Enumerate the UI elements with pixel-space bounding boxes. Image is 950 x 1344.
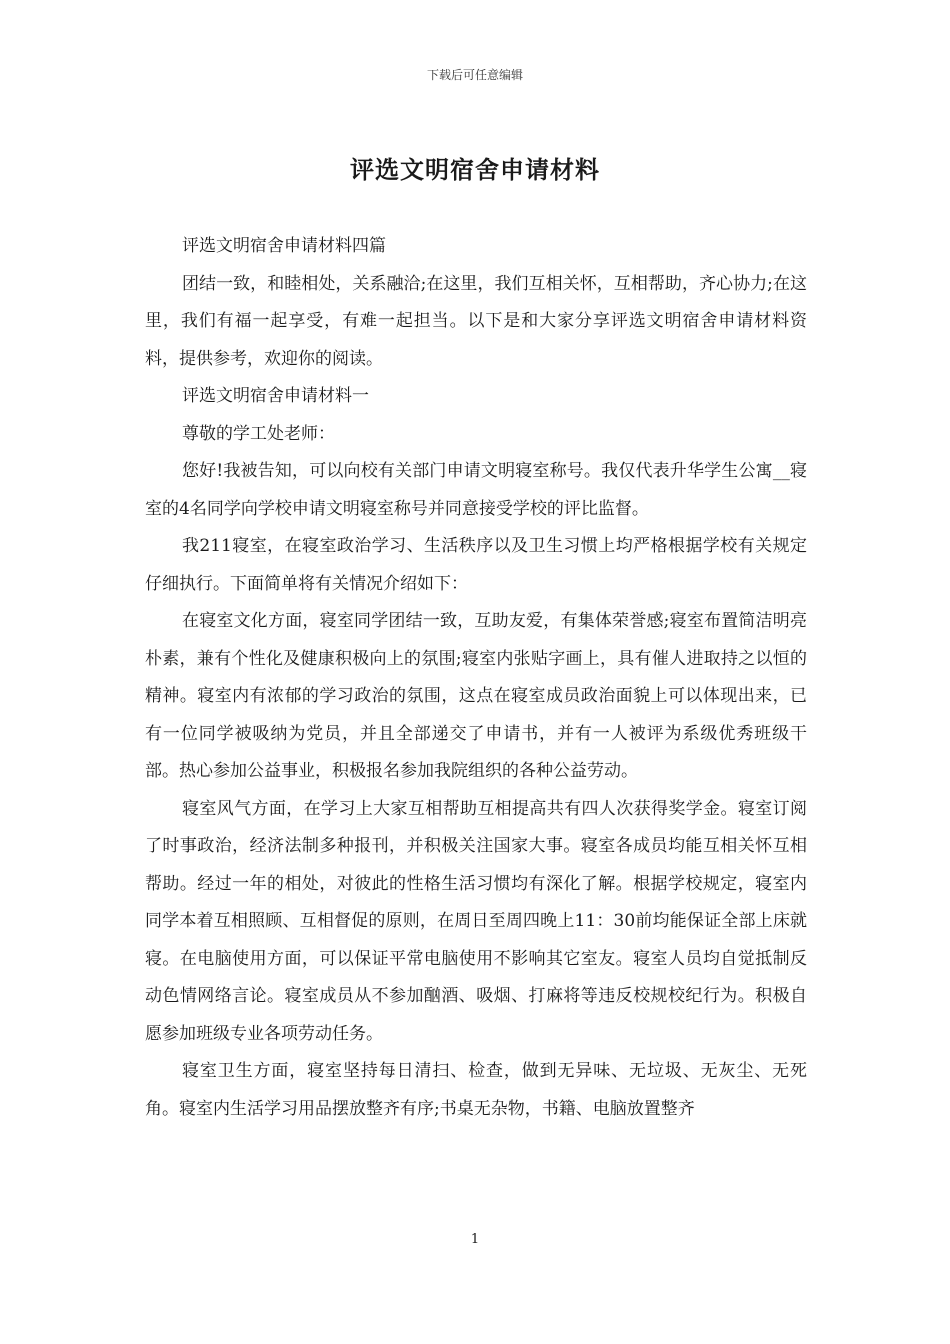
- paragraph: 寝室卫生方面，寝室坚持每日清扫、检查，做到无异味、无垃圾、无灰尘、无死角。寝室内生活学习用品摆放整齐有序;书桌无杂物，书籍、电脑放置整齐: [145, 1061, 807, 1119]
- paragraph: 您好!我被告知，可以向校有关部门申请文明寝室称号。我仅代表升华学生公寓__寝室的4名同学向学校申请文明寝室称号并同意接受学校的评比监督。: [145, 461, 807, 519]
- paragraph: 我211寝室，在寝室政治学习、生活秩序以及卫生习惯上均严格根据学校有关规定仔细执行。下面简单将有关情况介绍如下：: [145, 536, 807, 594]
- paragraph: 评选文明宿舍申请材料一: [182, 386, 369, 406]
- paragraph: 评选文明宿舍申请材料四篇: [182, 236, 386, 256]
- header-note: 下载后可任意编辑: [426, 68, 523, 82]
- paragraph: 寝室风气方面，在学习上大家互相帮助互相提高共有四人次获得奖学金。寝室订阅了时事政治，经济法制多种报刊，并积极关注国家大事。寝室各成员均能互相关怀互相帮助。经过一年的相处，对彼此的性格生活习惯均有深化了解。根据学校规定，寝室内同学本着互相照顾、互相督促的原则，在周日至周四晚上11：30前均能保证全部上床就寝。在电脑使用方面，可以保证平常电脑使用不影响其它室友。寝室人员均自觉抵制反动色情网络言论。寝室成员从不参加酗酒、吸烟、打麻将等违反校规校纪行为。积极自愿参加班级专业各项劳动任务。: [145, 798, 807, 1044]
- document-body: [145, 228, 807, 1128]
- paragraph: 在寝室文化方面，寝室同学团结一致，互助友爱，有集体荣誉感;寝室布置简洁明亮朴素，兼有个性化及健康积极向上的氛围;寝室内张贴字画上，具有催人进取持之以恒的精神。寝室内有浓郁的学习政治的氛围，这点在寝室成员政治面貌上可以体现出来，已有一位同学被吸纳为党员，并且全部递交了申请书，并有一人被评为系级优秀班级干部。热心参加公益事业，积极报名参加我院组织的各种公益劳动。: [145, 611, 807, 781]
- document-title: 评选文明宿舍申请材料: [350, 155, 600, 184]
- page-number: 1: [470, 1232, 480, 1247]
- paragraph: 团结一致，和睦相处，关系融洽;在这里，我们互相关怀，互相帮助，齐心协力;在这里，我们有福一起享受，有难一起担当。以下是和大家分享评选文明宿舍申请材料资料，提供参考，欢迎你的阅读。: [145, 273, 807, 369]
- paragraph: 尊敬的学工处老师：: [182, 423, 335, 444]
